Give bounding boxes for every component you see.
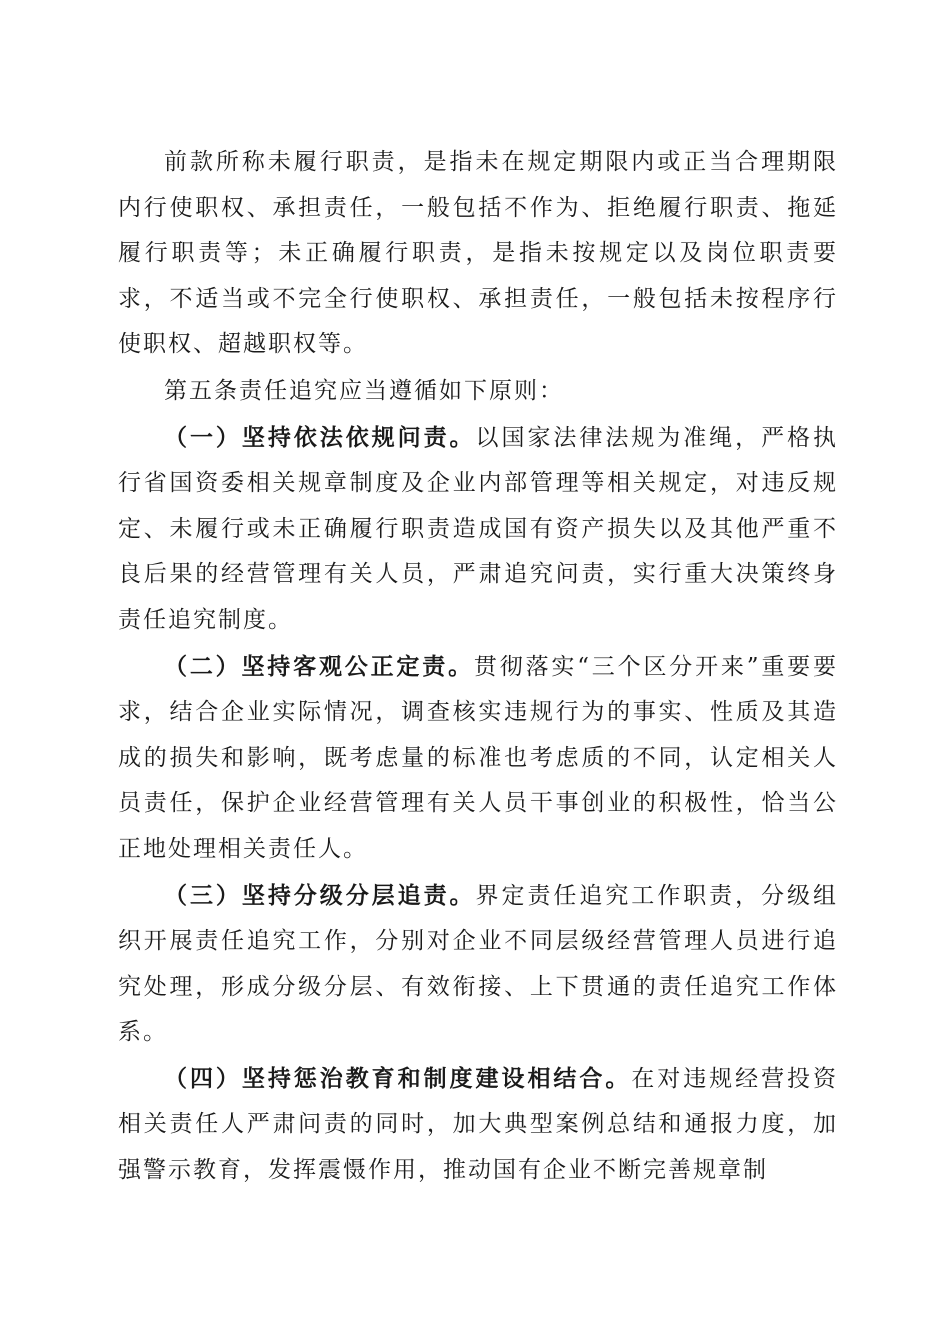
paragraph-principle-3 <box>118 873 838 1056</box>
paragraph-principle-2 <box>118 644 838 873</box>
paragraph-text: 贯彻落实“三个区分开来”重要要求，结合企业实际情况，调查核实违规行为的事实、性质及其造成的损失和影响，既考虑量的标准也考虑质的不同，认定相关人员责任，保护企业经营管理有关人员干事创业的积极性，恰当公正地处理相关责任人。 <box>118 653 838 862</box>
paragraph-lead: （二）坚持客观公正定责。 <box>164 652 474 680</box>
paragraph-lead: （四）坚持惩治教育和制度建设相结合。 <box>164 1064 632 1092</box>
paragraph-text: 第五条责任追究应当遵循如下原则： <box>164 377 564 404</box>
paragraph-lead: （一）坚持依法依规问责。 <box>164 423 476 451</box>
paragraph-lead: （三）坚持分级分层追责。 <box>164 881 476 909</box>
paragraph-text: 界定责任追究工作职责，分级组织开展责任追究工作，分别对企业不同层级经营管理人员进行追究处理，形成分级分层、有效衔接、上下贯通的责任追究工作体系。 <box>118 882 839 1046</box>
paragraph-text: 以国家法律法规为准绳，严格执行省国资委相关规章制度及企业内部管理等相关规定，对违反规定、未履行或未正确履行职责造成国有资产损失以及其他严重不良后果的经营管理有关人员，严肃追究问责，实行重大决策终身责任追究制度。 <box>118 424 839 633</box>
paragraph-article-five <box>118 368 838 415</box>
paragraph-definition <box>118 139 838 368</box>
paragraph-text: 前款所称未履行职责，是指未在规定期限内或正当合理期限内行使职权、承担责任，一般包括不作为、拒绝履行职责、拖延履行职责等；未正确履行职责，是指未按规定以及岗位职责要求，不适当或不完全行使职权、承担责任，一般包括未按程序行使职权、超越职权等。 <box>118 149 838 358</box>
paragraph-principle-4 <box>118 1056 838 1194</box>
document-body <box>118 139 838 1194</box>
paragraph-principle-1 <box>118 415 838 644</box>
paragraph-text: 在对违规经营投资相关责任人严肃问责的同时，加大典型案例总结和通报力度，加强警示教育，发挥震慑作用，推动国有企业不断完善规章制 <box>118 1065 839 1184</box>
